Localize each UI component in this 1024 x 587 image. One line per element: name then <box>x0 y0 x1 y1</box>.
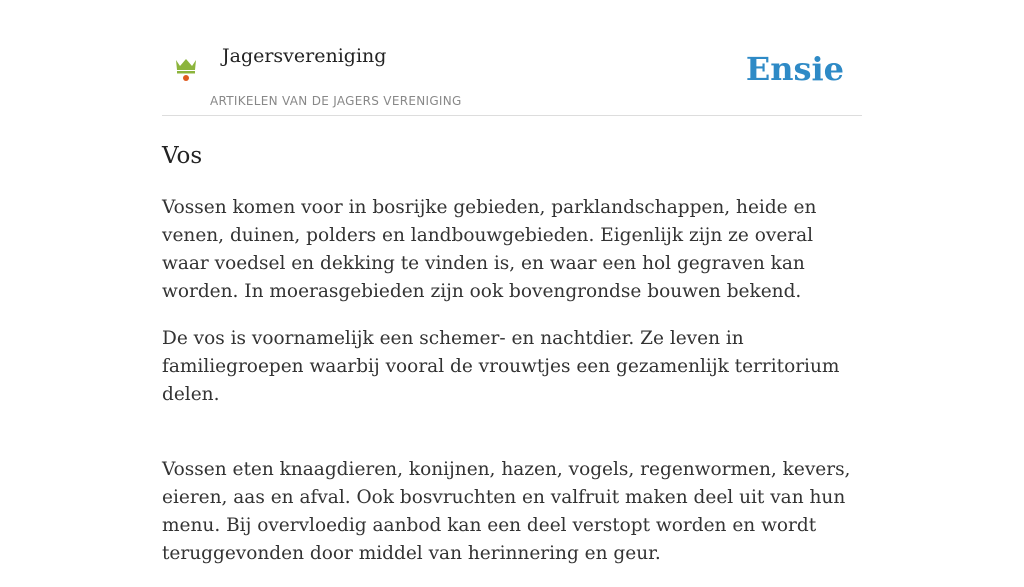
paragraph-spacer <box>162 428 862 456</box>
page <box>162 0 862 587</box>
article-paragraph: Vossen eten knaagdieren, konijnen, hazen, vogels, regenwormen, kevers, eieren, aas en afval. Ook bosvruchten en valfruit maken deel uit van hun menu. Bij overvloedig aanbod kan een deel verstopt worden en wordt teruggevonden door middel van herinnering en geur. <box>162 459 851 564</box>
article-paragraph: Vossen komen voor in bosrijke gebieden, parklandschappen, heide en venen, duinen, polders en landbouwgebieden. Eigenlijk zijn ze overal waar voedsel en dekking te vinden is, en waar een hol gegraven kan worden. In moerasgebieden zijn ook bovengrondse bouwen bekend. <box>162 197 817 302</box>
article-paragraph: De vos is voornamelijk een schemer- en nachtdier. Ze leven in familiegroepen waarbij vooral de vrouwtjes een gezamenlijk territorium delen. <box>162 328 840 405</box>
site-name-link[interactable]: Jagersvereniging <box>222 45 387 67</box>
site-tagline: ARTIKELEN VAN DE JAGERS VERENIGING <box>210 94 462 108</box>
ensie-logo-link[interactable]: Ensie <box>745 50 844 88</box>
article-title: Vos <box>162 143 203 169</box>
crown-icon[interactable] <box>174 56 198 82</box>
site-header <box>162 0 862 116</box>
